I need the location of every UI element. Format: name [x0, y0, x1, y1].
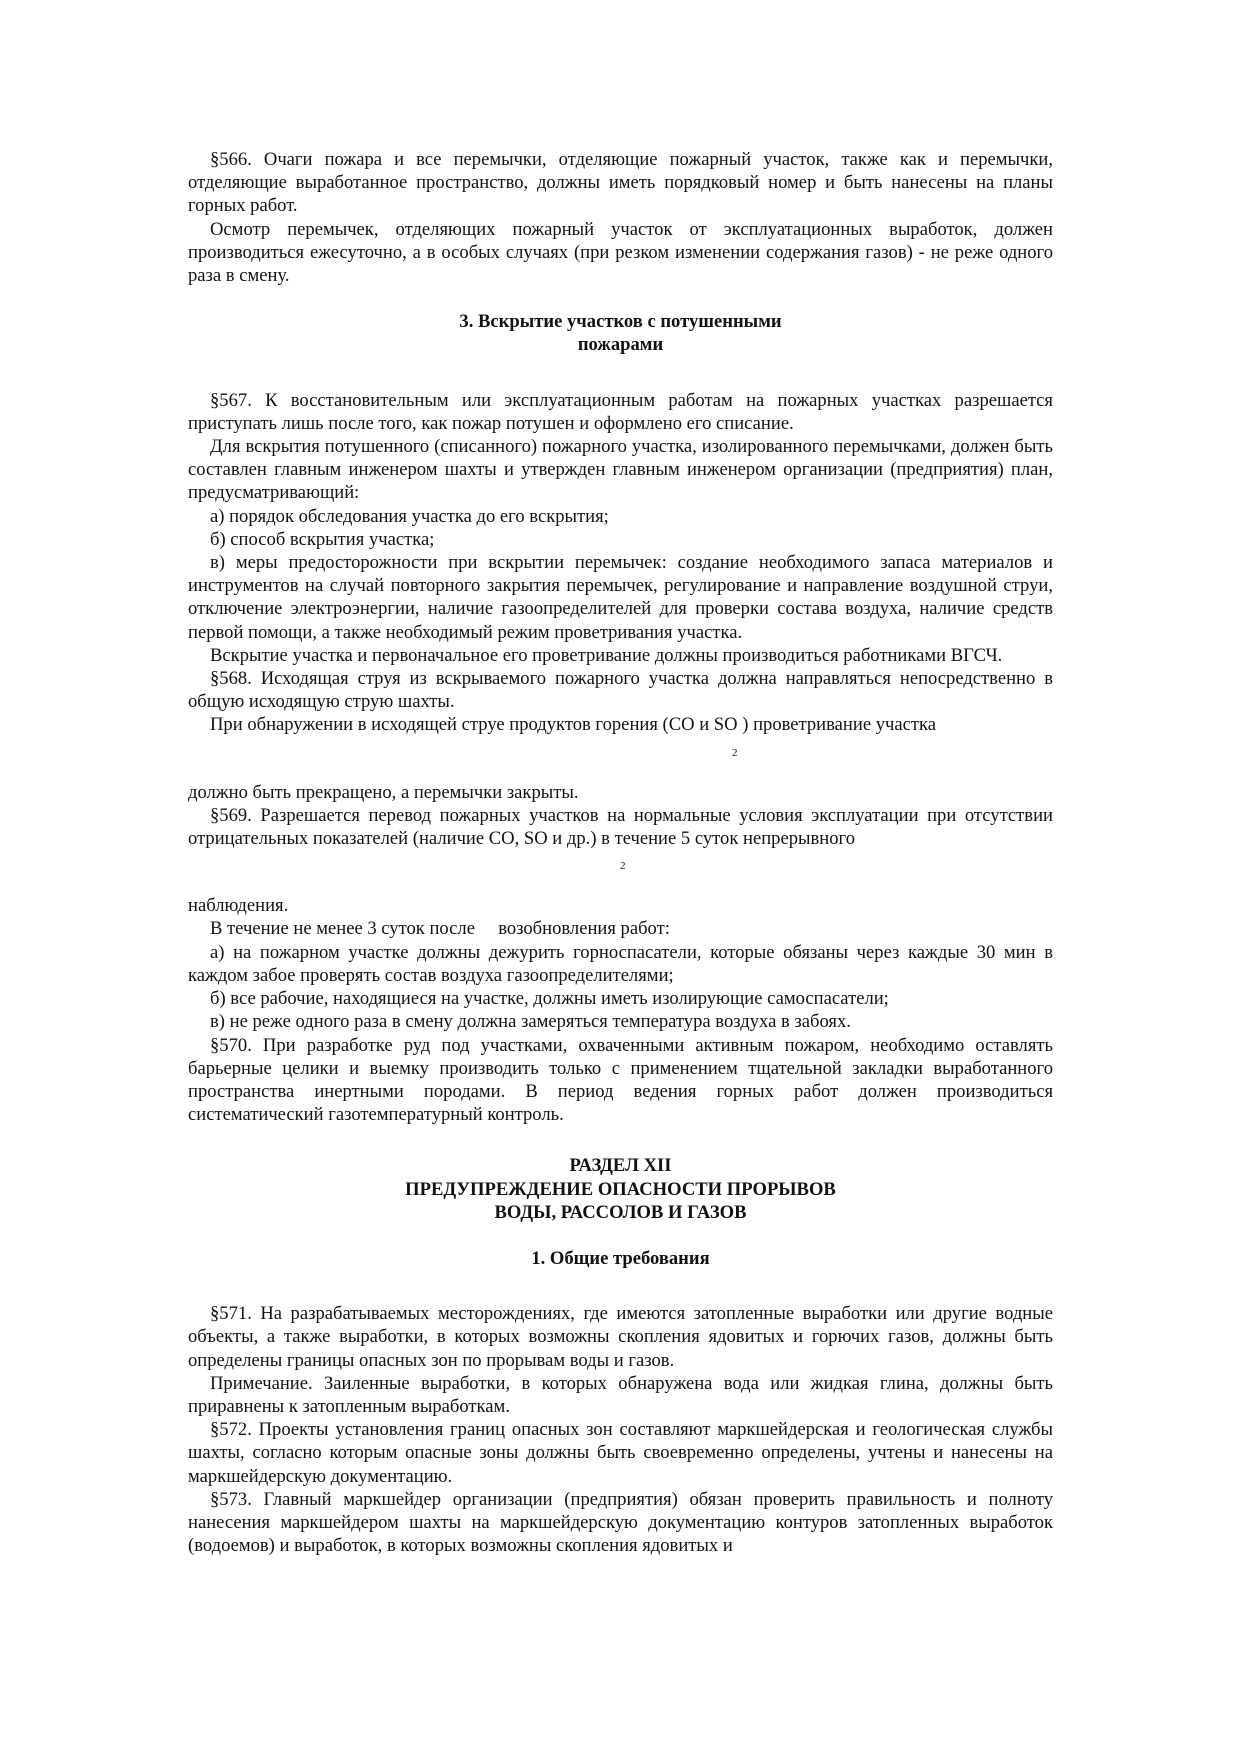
list-item-a2: а) на пожарном участке должны дежурить горноспасатели, которые обязаны через каждые 30 мин в каждом забое проверять состав воздуха газоопределителями; — [188, 941, 1053, 986]
section-12-title: РАЗДЕЛ XII — [569, 1155, 672, 1177]
paragraph-572: §572. Проекты установления границ опасных зон составляют маркшейдерская и геологическая службы шахты, согласно которым опасные зоны должны быть своевременно определены, учтены и нанесены на маркшейдерскую документацию. — [188, 1419, 1053, 1487]
paragraph-co-continuation: должно быть прекращено, а перемычки закрыты. — [188, 781, 579, 803]
subscript-so2-2: 2 — [620, 860, 626, 873]
paragraph-568: §568. Исходящая струя из вскрываемого пожарного участка должна направляться непосредственно в общую исходящую струю шахты. — [188, 668, 1053, 713]
paragraph-573: §573. Главный маркшейдер организации (предприятия) обязан проверить правильность и полноту нанесения маркшейдером шахты на маркшейдерскую документацию контуров затопленных выработок (водоемов) и выработок, в которых возможны скопления ядовитых и — [188, 1488, 1053, 1557]
paragraph-opening-plan: Для вскрытия потушенного (списанного) пожарного участка, изолированного перемычками, должен быть составлен главным инженером шахты и утвержден главным инженером организации (предприятия) план, предусматривающий: — [188, 436, 1053, 504]
paragraph-571: §571. На разрабатываемых месторождениях, где имеются затопленные выработки или другие водные объекты, а также выработки, в которых возможны скопления ядовитых и горючих газов, должны быть определены границы опасных зон по прорывам воды и газов. — [188, 1303, 1053, 1371]
paragraph-co-line: При обнаружении в исходящей струе продуктов горения (CO и SO ) проветривание участка — [210, 714, 937, 736]
list-item-a: а) порядок обследования участка до его вскрытия; — [210, 505, 609, 527]
list-item-b2: б) все рабочие, находящиеся на участке, должны иметь изолирующие самоспасатели; — [210, 988, 889, 1010]
section-12-subtitle-line2: ВОДЫ, РАССОЛОВ И ГАЗОВ — [494, 1201, 747, 1223]
subscript-so2-1: 2 — [732, 746, 738, 759]
list-item-v: в) меры предосторожности при вскрытии перемычек: создание необходимого запаса материалов и инструментов на случай повторного закрытия перемычек, регулирование и направление воздушной струи, отключение электроэнергии, наличие газоопределителей для проверки состава воздуха, наличие средств первой помощи, а также необходимый режим проветривания участка. — [188, 552, 1053, 643]
section-12-subtitle-line1: ПРЕДУПРЕЖДЕНИЕ ОПАСНОСТИ ПРОРЫВОВ — [405, 1178, 836, 1200]
paragraph-570: §570. При разработке руд под участками, охваченными активным пожаром, необходимо оставлять барьерные целики и выемку производить только с применением тщательной закладки выработанного пространства инертными породами. В период ведения горных работ должен производиться систематический газотемпературный контроль. — [188, 1034, 1053, 1126]
paragraph-inspection: Осмотр перемычек, отделяющих пожарный участок от эксплуатационных выработок, должен производиться ежесуточно, а в особых случаях (при резком изменении содержания газов) - не реже одного раза в смену. — [188, 218, 1053, 287]
paragraph-567: §567. К восстановительным или эксплуатационным работам на пожарных участках разрешается приступать лишь после того, как пожар потушен и оформлено его списание. — [188, 389, 1053, 434]
section-heading-3-line2: пожарами — [577, 334, 664, 356]
document-page — [188, 148, 1053, 1557]
list-item-v2: в) не реже одного раза в смену должна замеряться температура воздуха в забоях. — [210, 1011, 851, 1033]
list-item-b: б) способ вскрытия участка; — [210, 528, 435, 550]
paragraph-vgsch: Вскрытие участка и первоначальное его проветривание должны производиться работниками ВГСЧ. — [210, 644, 1003, 666]
paragraph-569: §569. Разрешается перевод пожарных участков на нормальные условия эксплуатации при отсутствии отрицательных показателей (наличие CO, SO и др.) в течение 5 суток непрерывного — [188, 804, 1053, 850]
paragraph-note: Примечание. Заиленные выработки, в которых обнаружена вода или жидкая глина, должны быть приравнены к затопленным выработкам. — [188, 1372, 1053, 1417]
paragraph-569-continuation: наблюдения. — [188, 895, 289, 917]
section-heading-3-line1: 3. Вскрытие участков с потушенными — [459, 311, 782, 333]
paragraph-566: §566. Очаги пожара и все перемычки, отделяющие пожарный участок, также как и перемычки, отделяющие выработанное пространство, должны иметь порядковый номер и быть нанесены на планы горных работ. — [188, 149, 1053, 217]
paragraph-resumption: В течение не менее 3 суток после возобновления работ: — [210, 918, 670, 940]
section-heading-1: 1. Общие требования — [531, 1247, 710, 1269]
